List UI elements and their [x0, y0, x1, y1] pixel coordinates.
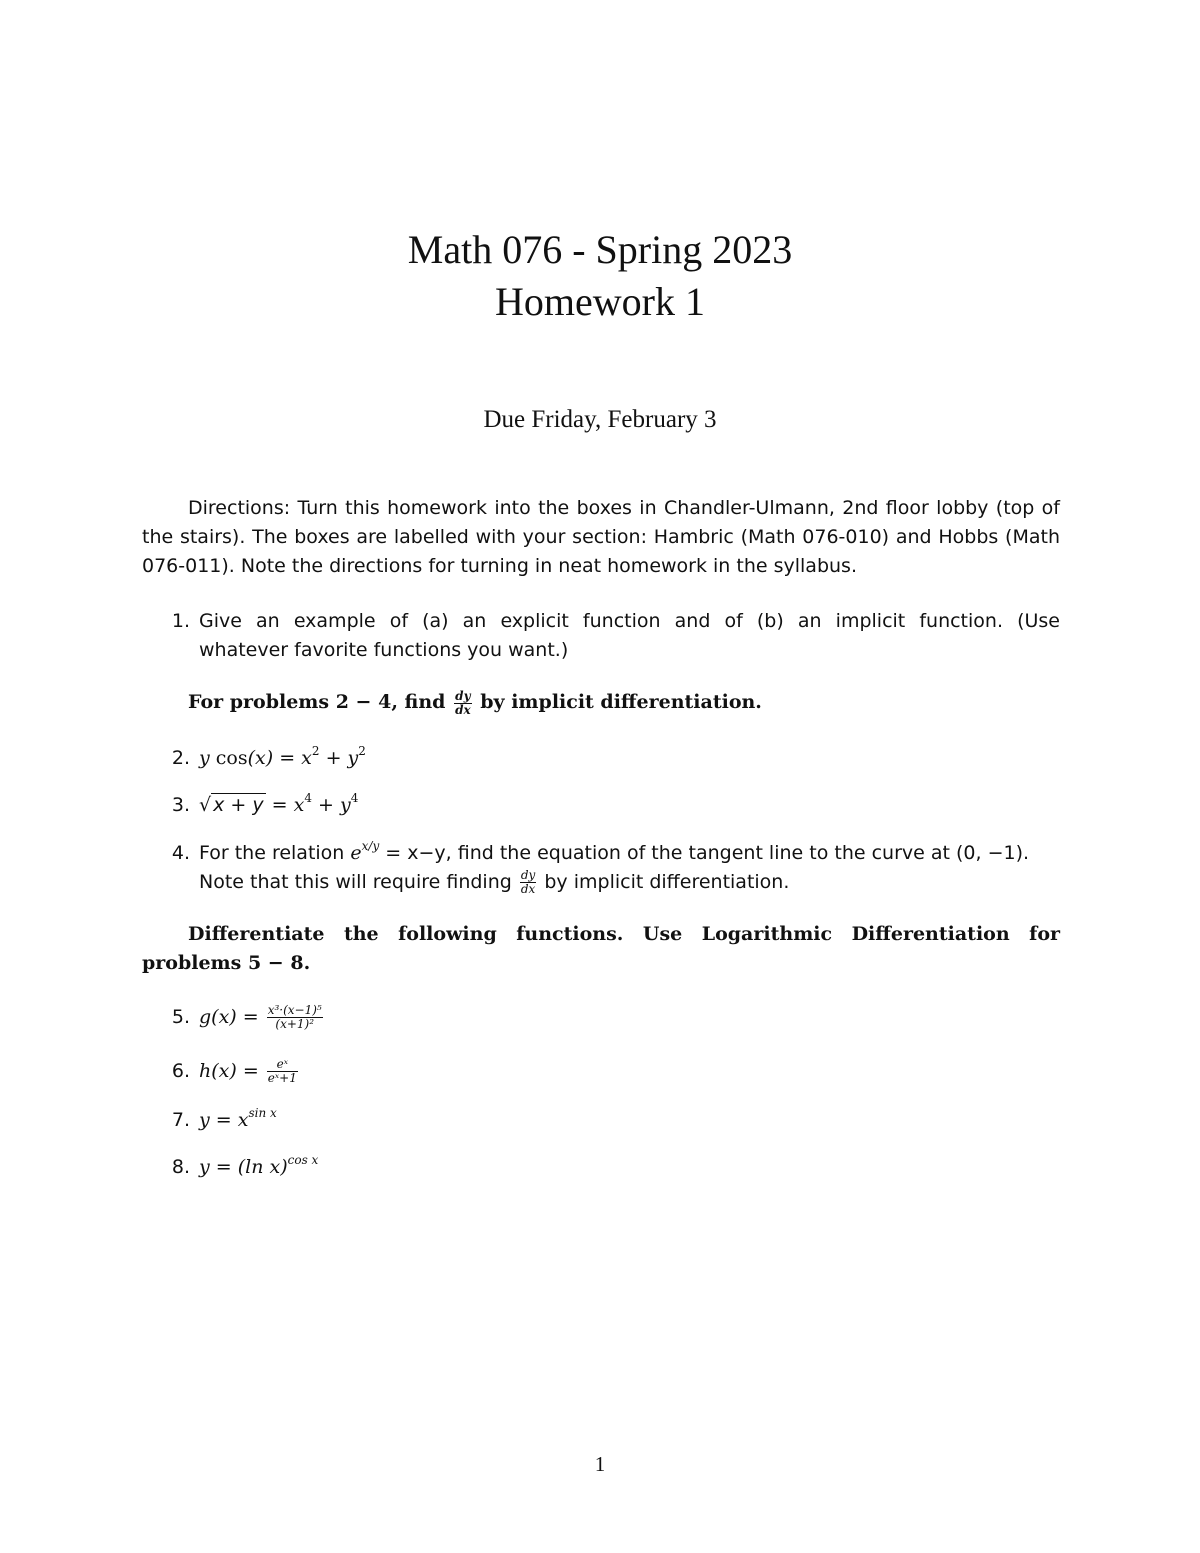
problem-line: Give an example of (a) an explicit function and of (b) an implicit function. (Use [199, 610, 1060, 632]
fraction-numerator: dy [455, 688, 471, 703]
function-fraction: $\frac{\text{x³·(x−1)⁵}}{\text{(x+1)²}}$ [267, 1003, 322, 1031]
problem-text [199, 839, 1060, 897]
problem-number: 2. [171, 747, 190, 769]
problem-6 [166, 1057, 1060, 1093]
problem-equation: h(x) = $\frac{\text{eˣ}}{\text{eˣ+1}}$ [199, 1057, 297, 1085]
dy-dx-fraction: $\frac{dy}{dx}$ [520, 868, 536, 896]
heading-suffix: by implicit differentiation. [480, 691, 762, 713]
square-root: √ x + y [199, 794, 264, 816]
course-title: Math 076 - Spring 2023 [407, 227, 793, 272]
problem-number: 7. [171, 1109, 190, 1131]
dy-dx-fraction [454, 690, 472, 717]
problem-3 [166, 791, 1060, 821]
problem-line: whatever favorite functions you want.) [199, 639, 569, 661]
problem-number: 6. [171, 1060, 190, 1082]
heading-prefix: For problems 2 − 4, find [188, 691, 446, 713]
document-title [0, 224, 1200, 328]
problem-number: 5. [171, 1006, 190, 1028]
problem-number: 4. [171, 842, 190, 864]
problem-2 [166, 744, 1060, 774]
section-heading-logarithmic: Differentiate the following functions. Use Logarithmic Differentiation for problems 5 − 8. [142, 923, 1060, 974]
problem-line: For the relation $e^{x/y} = x-y$, find the equation of the tangent line to the curve at (0, −1). [199, 839, 1030, 864]
problem-equation: y $\cos(x) = x^2 + y^2$ [199, 744, 366, 769]
directions-text: Directions: Turn this homework into the boxes in Chandler-Ulmann, 2nd floor lobby (top of the stairs). The boxes are labelled with your section: Hambric (Math 076-010) and Hobbs (Math 076-011). Note the directions for turning in neat homework in the syllabus. [142, 497, 1060, 577]
problem-equation: $y = x^{sin x}$ [199, 1106, 277, 1131]
problem-text [199, 607, 1060, 665]
problem-number: 1. [171, 610, 190, 632]
problem-equation: y = (ln x)$^{cos x}$ [199, 1153, 319, 1178]
directions-paragraph [142, 494, 1060, 581]
problem-8 [166, 1153, 1060, 1183]
section-heading-implicit [188, 688, 1060, 717]
problem-1 [166, 607, 1060, 665]
assignment-title: Homework 1 [495, 279, 705, 324]
due-date: Due Friday, February 3 [483, 406, 717, 433]
radicand: x + y [213, 794, 264, 816]
problem-7 [166, 1106, 1060, 1136]
page-number: 1 [594, 1452, 606, 1476]
problem-line: Note that this will require finding $\frac{dy}{dx}$ by implicit differentiation. [199, 868, 790, 896]
problem-number: 3. [171, 794, 190, 816]
problem-equation: g(x) = $\frac{\text{x³·(x−1)⁵}}{\text{(x+1)²}}$ [199, 1003, 322, 1031]
problem-equation: √ $x + y = x^4 + y^4$ [199, 791, 1060, 820]
problem-4 [166, 839, 1060, 899]
fraction-denominator: dx [455, 702, 471, 717]
function-fraction: $\frac{\text{eˣ}}{\text{eˣ+1}}$ [267, 1057, 297, 1085]
problem-5 [166, 1003, 1060, 1039]
problem-number: 8. [171, 1156, 190, 1178]
